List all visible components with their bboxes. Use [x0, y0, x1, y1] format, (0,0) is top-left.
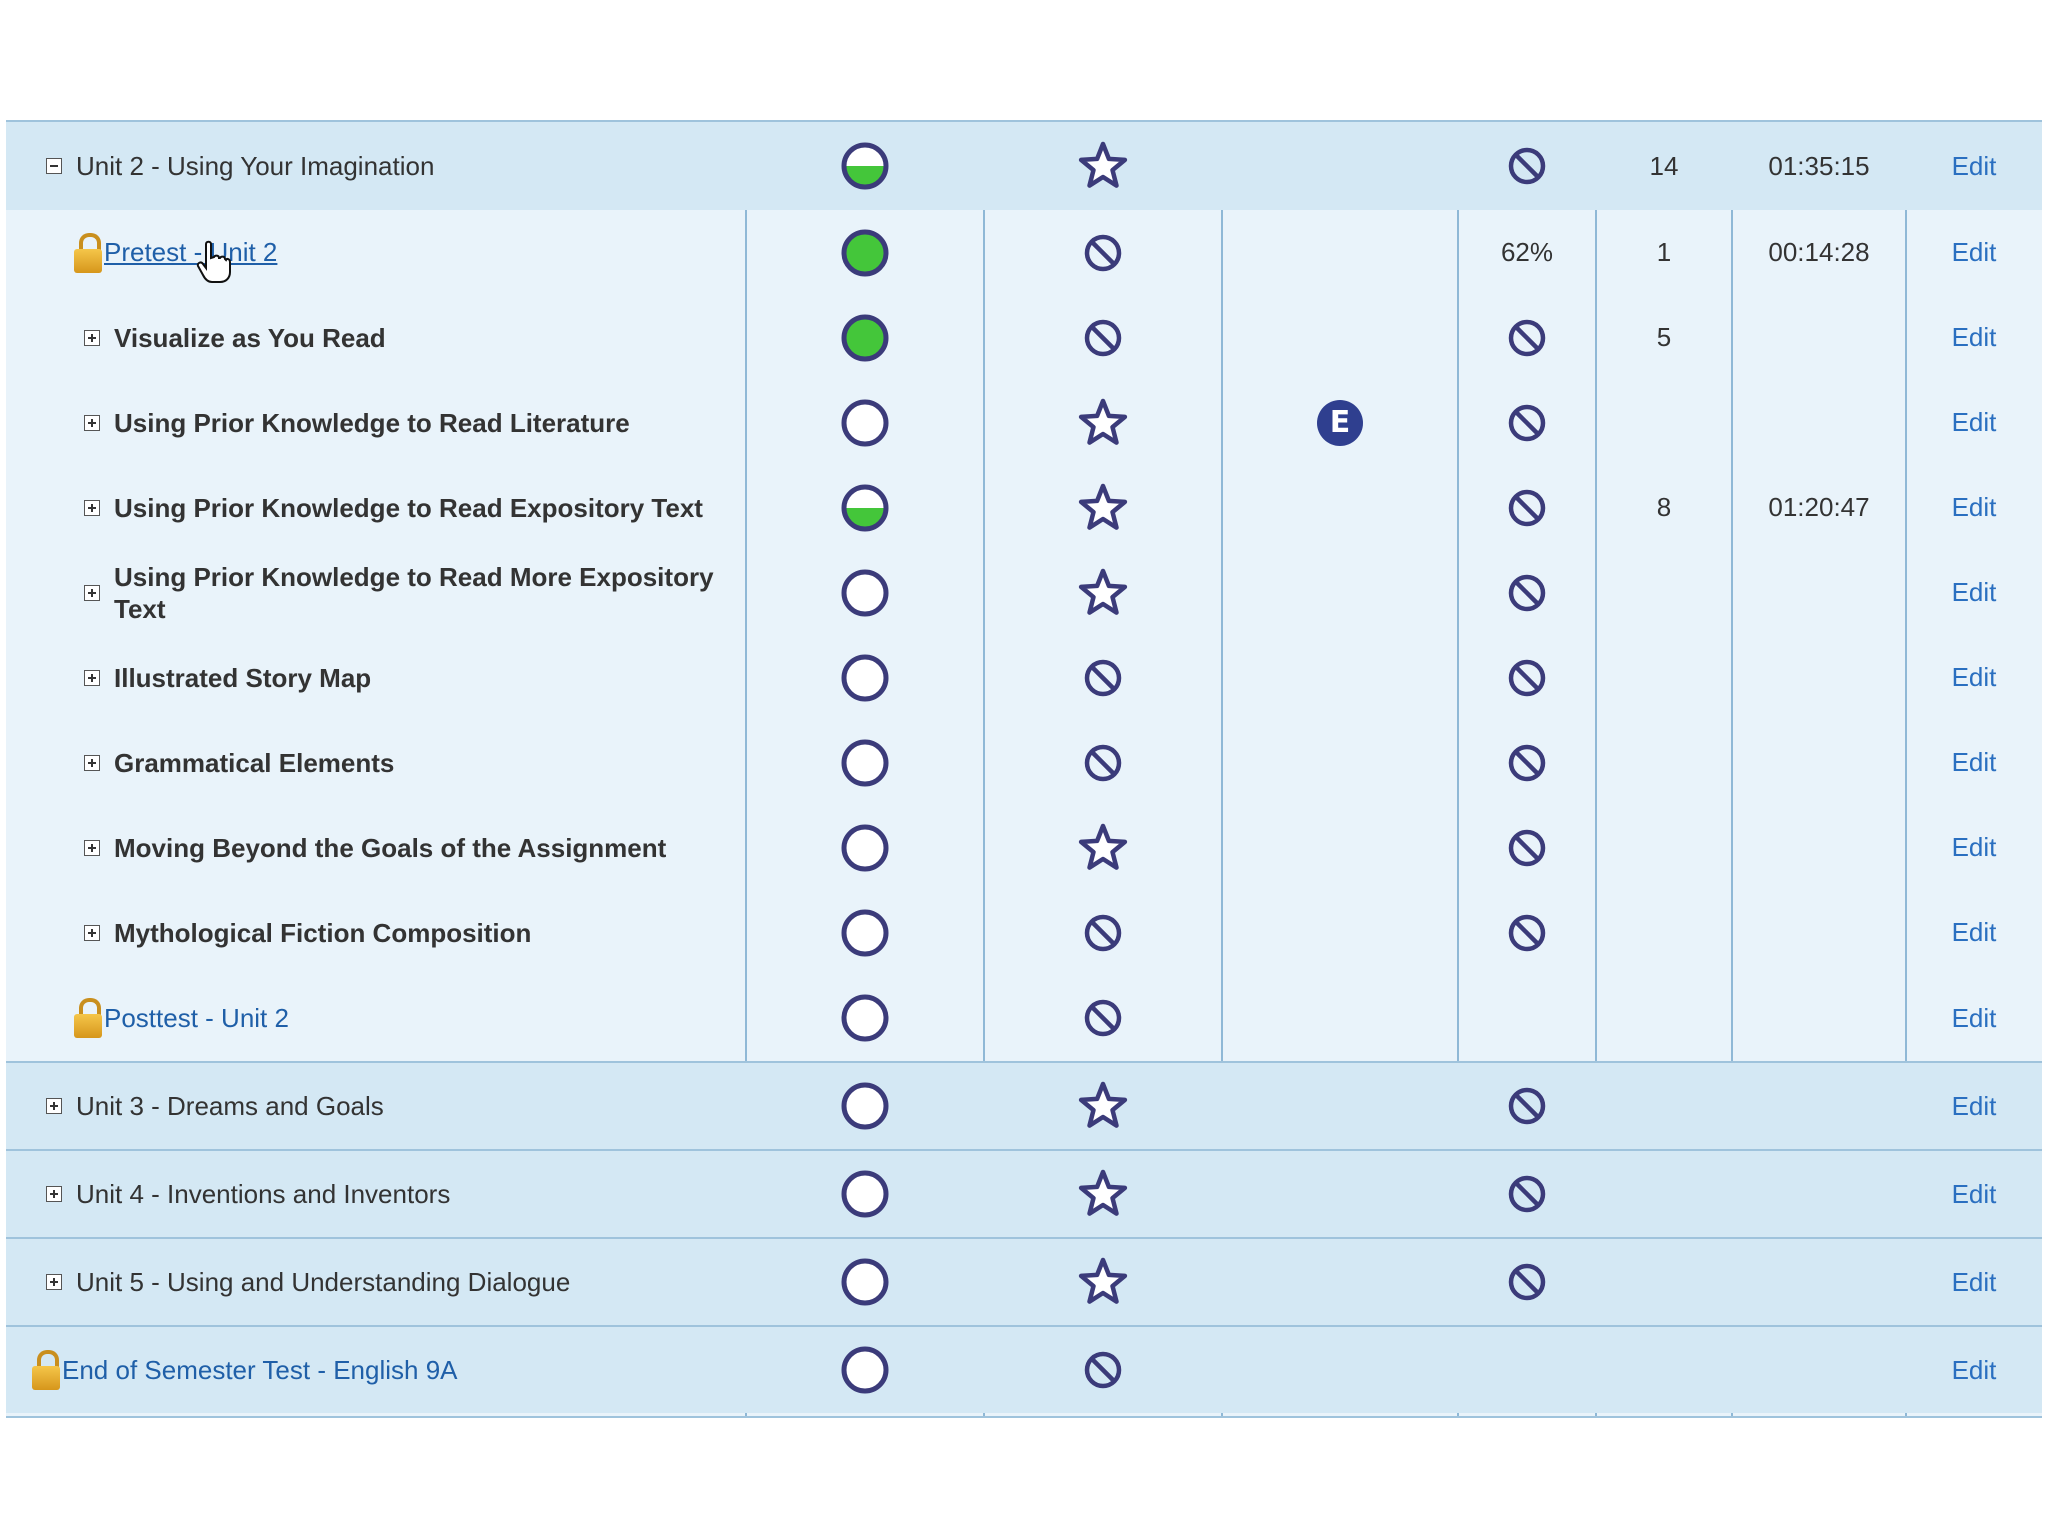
- edit-link[interactable]: Edit: [1951, 1178, 1997, 1209]
- outline-row-unit2: [6, 122, 2042, 210]
- lock-icon: [32, 1350, 60, 1390]
- badge-cell: [1222, 380, 1458, 465]
- attempts-cell: [1596, 550, 1732, 635]
- e-badge-icon: E: [1317, 400, 1363, 446]
- mastery-cell: [1458, 122, 1596, 210]
- lock-icon: [74, 233, 102, 273]
- progress-circle-icon: [839, 652, 891, 704]
- expand-toggle-icon[interactable]: [46, 1186, 62, 1202]
- attempts-cell: [1596, 465, 1732, 550]
- time-cell: [1732, 805, 1906, 890]
- attempts-cell: [1596, 122, 1732, 210]
- badge-cell: [1222, 975, 1458, 1061]
- star-icon: [1076, 396, 1130, 450]
- row-label[interactable]: Pretest - Unit 2: [104, 237, 278, 267]
- outline-row-story-map: [6, 635, 2042, 720]
- star-icon: [1076, 481, 1130, 535]
- mastery-cell: [1458, 1063, 1596, 1149]
- no-entry-icon: [1082, 317, 1124, 359]
- outline-row-pretest: [6, 210, 2042, 295]
- no-entry-icon: [1082, 232, 1124, 274]
- edit-link[interactable]: Edit: [1951, 492, 1997, 522]
- star-cell: [984, 805, 1222, 890]
- no-entry-icon: [1506, 572, 1548, 614]
- edit-link[interactable]: Edit: [1951, 1354, 1997, 1385]
- status-cell: [746, 550, 984, 635]
- no-entry-icon: [1082, 657, 1124, 699]
- row-name-cell: [6, 720, 746, 805]
- time-cell: [1732, 1151, 1906, 1237]
- time-value: 00:14:28: [1768, 237, 1870, 267]
- edit-link[interactable]: Edit: [1951, 917, 1997, 947]
- time-cell: [1732, 890, 1906, 975]
- score-value: 62%: [1500, 237, 1554, 267]
- status-cell: [746, 635, 984, 720]
- edit-cell: [1906, 975, 2042, 1061]
- row-name-cell: [6, 550, 746, 635]
- progress-circle-icon: [839, 397, 891, 449]
- time-value: 01:20:47: [1768, 492, 1870, 522]
- attempts-value: 1: [1656, 237, 1672, 267]
- row-name-cell: [6, 635, 746, 720]
- outline-row-semester: [6, 1325, 2042, 1413]
- star-icon: [1076, 821, 1130, 875]
- mastery-cell: [1458, 805, 1596, 890]
- star-cell: [984, 635, 1222, 720]
- star-cell: [984, 210, 1222, 295]
- lock-icon: [74, 998, 102, 1038]
- mastery-cell: [1458, 1151, 1596, 1237]
- expand-toggle-icon[interactable]: [84, 330, 100, 346]
- badge-cell: [1222, 635, 1458, 720]
- progress-circle-icon: [839, 1080, 891, 1132]
- mastery-cell: [1458, 380, 1596, 465]
- attempts-cell: [1596, 720, 1732, 805]
- score-cell: [1458, 210, 1596, 295]
- row-name-cell: [6, 1063, 746, 1149]
- row-name-cell: [6, 465, 746, 550]
- star-cell: [984, 1063, 1222, 1149]
- status-cell: [746, 1151, 984, 1237]
- row-name-cell: [6, 1327, 746, 1413]
- outline-row-unit3: [6, 1061, 2042, 1149]
- no-entry-icon: [1082, 1349, 1124, 1391]
- badge-cell: [1222, 1151, 1458, 1237]
- row-label: Unit 3 - Dreams and Goals: [76, 1090, 384, 1121]
- star-cell: [984, 975, 1222, 1061]
- badge-cell: [1222, 295, 1458, 380]
- expand-toggle-icon[interactable]: [84, 500, 100, 516]
- edit-cell: [1906, 805, 2042, 890]
- badge-cell: [1222, 1239, 1458, 1325]
- status-cell: [746, 1327, 984, 1413]
- outline-row-unit5: [6, 1237, 2042, 1325]
- no-entry-icon: [1506, 1085, 1548, 1127]
- time-cell: [1732, 1327, 1906, 1413]
- progress-circle-icon: [839, 1168, 891, 1220]
- edit-link[interactable]: Edit: [1951, 577, 1997, 607]
- star-cell: [984, 122, 1222, 210]
- mastery-cell: [1458, 1239, 1596, 1325]
- status-cell: [746, 465, 984, 550]
- no-entry-icon: [1506, 742, 1548, 784]
- edit-cell: [1906, 1063, 2042, 1149]
- time-cell: [1732, 465, 1906, 550]
- edit-cell: [1906, 720, 2042, 805]
- progress-circle-icon: [839, 140, 891, 192]
- row-label: Unit 5 - Using and Understanding Dialogue: [76, 1266, 571, 1297]
- attempts-value: 14: [1649, 150, 1679, 181]
- attempts-cell: [1596, 1151, 1732, 1237]
- no-entry-icon: [1506, 827, 1548, 869]
- progress-circle-icon: [839, 567, 891, 619]
- expand-toggle-icon[interactable]: [84, 585, 100, 601]
- outline-row-posttest: [6, 975, 2042, 1061]
- no-entry-icon: [1506, 487, 1548, 529]
- status-cell: [746, 1063, 984, 1149]
- row-name-cell: [6, 890, 746, 975]
- row-label: Illustrated Story Map: [114, 662, 372, 693]
- edit-cell: [1906, 1327, 2042, 1413]
- mastery-cell: [1458, 975, 1596, 1061]
- edit-cell: [1906, 465, 2042, 550]
- row-label[interactable]: Posttest - Unit 2: [104, 1002, 289, 1033]
- star-cell: [984, 465, 1222, 550]
- star-cell: [984, 890, 1222, 975]
- edit-link[interactable]: Edit: [1951, 747, 1997, 777]
- edit-link[interactable]: Edit: [1951, 1266, 1997, 1297]
- no-entry-icon: [1082, 912, 1124, 954]
- row-name-cell: [6, 1239, 746, 1325]
- star-cell: [984, 550, 1222, 635]
- attempts-cell: [1596, 975, 1732, 1061]
- row-label: Mythological Fiction Composition: [114, 917, 532, 948]
- edit-cell: [1906, 635, 2042, 720]
- status-cell: [746, 805, 984, 890]
- row-name-cell: [6, 805, 746, 890]
- status-cell: [746, 975, 984, 1061]
- expand-toggle-icon[interactable]: [84, 670, 100, 686]
- star-cell: [984, 380, 1222, 465]
- progress-circle-icon: [839, 312, 891, 364]
- star-cell: [984, 1327, 1222, 1413]
- star-icon: [1076, 139, 1130, 193]
- no-entry-icon: [1506, 1173, 1548, 1215]
- row-label: Grammatical Elements: [114, 747, 395, 778]
- attempts-cell: [1596, 295, 1732, 380]
- outline-row-prior-exp: [6, 465, 2042, 550]
- attempts-cell: [1596, 635, 1732, 720]
- attempts-value: 8: [1656, 492, 1672, 522]
- row-label: Unit 2 - Using Your Imagination: [76, 150, 435, 181]
- edit-cell: [1906, 210, 2042, 295]
- expand-toggle-icon[interactable]: [84, 755, 100, 771]
- edit-link[interactable]: Edit: [1951, 1002, 1997, 1033]
- outline-row-beyond: [6, 805, 2042, 890]
- star-icon: [1076, 1167, 1130, 1221]
- badge-cell: [1222, 720, 1458, 805]
- edit-cell: [1906, 295, 2042, 380]
- edit-link[interactable]: Edit: [1951, 322, 1997, 352]
- time-cell: [1732, 635, 1906, 720]
- attempts-value: 5: [1656, 322, 1672, 352]
- row-label: Using Prior Knowledge to Read Expository Text: [114, 492, 703, 523]
- row-name-cell: [6, 380, 746, 465]
- mastery-cell: [1458, 465, 1596, 550]
- badge-cell: [1222, 1327, 1458, 1413]
- attempts-cell: [1596, 1063, 1732, 1149]
- row-name-cell: [6, 975, 746, 1061]
- time-cell: [1732, 1063, 1906, 1149]
- time-value: 01:35:15: [1768, 150, 1870, 181]
- badge-cell: [1222, 805, 1458, 890]
- status-cell: [746, 1239, 984, 1325]
- outline-row-prior-lit: [6, 380, 2042, 465]
- progress-circle-icon: [839, 992, 891, 1044]
- badge-cell: [1222, 122, 1458, 210]
- edit-cell: [1906, 550, 2042, 635]
- mastery-cell: [1458, 550, 1596, 635]
- expand-toggle-icon[interactable]: [46, 1098, 62, 1114]
- time-cell: [1732, 1239, 1906, 1325]
- progress-circle-icon: [839, 907, 891, 959]
- progress-circle-icon: [839, 822, 891, 874]
- star-cell: [984, 720, 1222, 805]
- attempts-cell: [1596, 1239, 1732, 1325]
- edit-link[interactable]: Edit: [1951, 237, 1997, 267]
- badge-cell: [1222, 465, 1458, 550]
- no-entry-icon: [1506, 402, 1548, 444]
- outline-row-grammar: [6, 720, 2042, 805]
- row-label[interactable]: End of Semester Test - English 9A: [62, 1354, 458, 1385]
- star-cell: [984, 1151, 1222, 1237]
- status-cell: [746, 720, 984, 805]
- mastery-cell: [1458, 720, 1596, 805]
- time-cell: [1732, 210, 1906, 295]
- outline-row-prior-more: [6, 550, 2042, 635]
- outline-row-myth: [6, 890, 2042, 975]
- row-name-cell: [6, 295, 746, 380]
- badge-cell: [1222, 1063, 1458, 1149]
- edit-cell: [1906, 890, 2042, 975]
- edit-link[interactable]: Edit: [1951, 150, 1997, 181]
- star-cell: [984, 1239, 1222, 1325]
- mastery-cell: [1458, 1327, 1596, 1413]
- outline-row-visualize: [6, 295, 2042, 380]
- row-name-cell: [6, 1151, 746, 1237]
- star-icon: [1076, 1255, 1130, 1309]
- badge-cell: [1222, 210, 1458, 295]
- row-name-cell: [6, 210, 746, 295]
- no-entry-icon: [1506, 317, 1548, 359]
- edit-link[interactable]: Edit: [1951, 407, 1997, 437]
- progress-circle-icon: [839, 482, 891, 534]
- status-cell: [746, 295, 984, 380]
- time-cell: [1732, 295, 1906, 380]
- no-entry-icon: [1506, 657, 1548, 699]
- edit-cell: [1906, 1151, 2042, 1237]
- status-cell: [746, 122, 984, 210]
- outline-row-unit4: [6, 1149, 2042, 1237]
- mastery-cell: [1458, 295, 1596, 380]
- edit-cell: [1906, 1239, 2042, 1325]
- no-entry-icon: [1506, 145, 1548, 187]
- edit-cell: [1906, 122, 2042, 210]
- attempts-cell: [1596, 805, 1732, 890]
- expand-toggle-icon[interactable]: [84, 415, 100, 431]
- progress-circle-icon: [839, 1256, 891, 1308]
- mastery-cell: [1458, 635, 1596, 720]
- row-label: Visualize as You Read: [114, 322, 386, 353]
- time-cell: [1732, 720, 1906, 805]
- status-cell: [746, 210, 984, 295]
- progress-circle-icon: [839, 1344, 891, 1396]
- expand-toggle-icon[interactable]: [84, 925, 100, 941]
- time-cell: [1732, 550, 1906, 635]
- time-cell: [1732, 975, 1906, 1061]
- status-cell: [746, 890, 984, 975]
- attempts-cell: [1596, 210, 1732, 295]
- attempts-cell: [1596, 1327, 1732, 1413]
- attempts-cell: [1596, 890, 1732, 975]
- row-label: Moving Beyond the Goals of the Assignment: [114, 832, 667, 863]
- time-cell: [1732, 122, 1906, 210]
- edit-link[interactable]: Edit: [1951, 832, 1997, 862]
- attempts-cell: [1596, 380, 1732, 465]
- mastery-cell: [1458, 890, 1596, 975]
- progress-circle-icon: [839, 737, 891, 789]
- star-icon: [1076, 566, 1130, 620]
- badge-cell: [1222, 550, 1458, 635]
- time-cell: [1732, 380, 1906, 465]
- star-icon: [1076, 1079, 1130, 1133]
- status-cell: [746, 380, 984, 465]
- no-entry-icon: [1082, 997, 1124, 1039]
- expand-toggle-icon[interactable]: [84, 840, 100, 856]
- row-name-cell: [6, 122, 746, 210]
- badge-cell: [1222, 890, 1458, 975]
- edit-cell: [1906, 380, 2042, 465]
- star-cell: [984, 295, 1222, 380]
- expand-toggle-icon[interactable]: [46, 1274, 62, 1290]
- hand-cursor-icon: [196, 240, 232, 284]
- collapse-toggle-icon[interactable]: [46, 158, 62, 174]
- no-entry-icon: [1506, 1261, 1548, 1303]
- course-outline-table: [6, 120, 2042, 1418]
- no-entry-icon: [1082, 742, 1124, 784]
- progress-circle-icon: [839, 227, 891, 279]
- no-entry-icon: [1506, 912, 1548, 954]
- row-label: Using Prior Knowledge to Read More Expository Text: [114, 561, 714, 624]
- edit-link[interactable]: Edit: [1951, 1090, 1997, 1121]
- row-label: Unit 4 - Inventions and Inventors: [76, 1178, 451, 1209]
- edit-link[interactable]: Edit: [1951, 662, 1997, 692]
- row-label: Using Prior Knowledge to Read Literature: [114, 407, 630, 438]
